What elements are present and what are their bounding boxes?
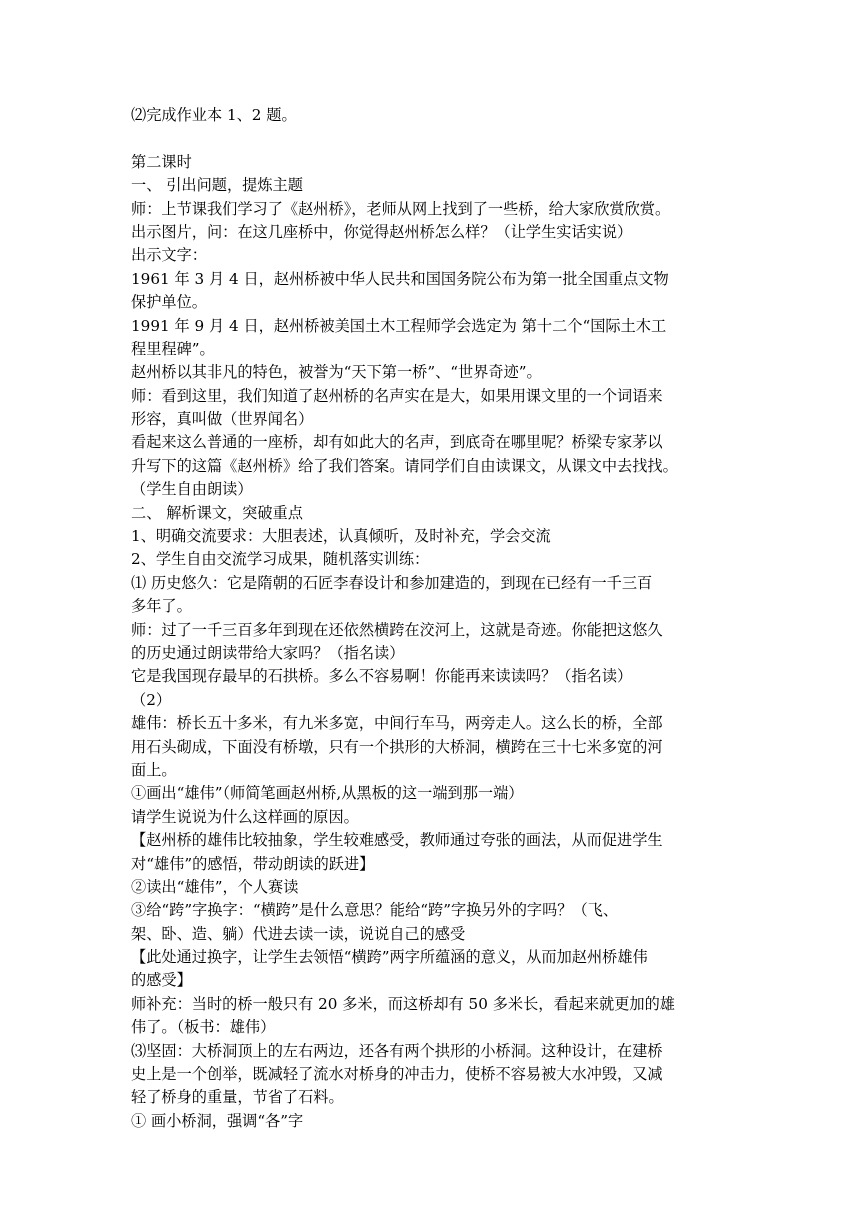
text-line: 史上是一个创举，既减轻了流水对桥身的冲击力，使桥不容易被大水冲毁，又减 — [131, 1065, 663, 1084]
text-line: （学生自由朗读） — [131, 480, 253, 499]
text-line: 1、明确交流要求：大胆表述，认真倾听，及时补充，学会交流 — [131, 527, 551, 546]
text-line: 用石头砌成，下面没有桥墩，只有一个拱形的大桥洞，横跨在三十七米多宽的河 — [131, 737, 663, 756]
text-line: 出示文字： — [131, 246, 207, 265]
text-line: 面上。 — [131, 760, 177, 779]
text-line: （2） — [131, 690, 172, 709]
text-line: 雄伟：桥长五十多米，有九米多宽，中间行车马，两旁走人。这么长的桥，全部 — [131, 714, 663, 733]
text-line: 师：过了一千三百多年到现在还依然横跨在洨河上，这就是奇迹。你能把这悠久 — [131, 620, 663, 639]
text-line: 师补充：当时的桥一般只有 20 多米，而这桥却有 50 多米长，看起来就更加的雄 — [131, 994, 675, 1013]
text-line: ③给“跨”字换字：“横跨”是什么意思？能给“跨”字换另外的字吗？（飞、 — [131, 901, 619, 920]
text-line: ⑵完成作业本 1、2 题。 — [131, 106, 297, 124]
text-line: 轻了桥身的重量，节省了石料。 — [131, 1088, 344, 1107]
text-line: 1961 年 3 月 4 日，赵州桥被中华人民共和国国务院公布为第一批全国重点文物 — [131, 269, 669, 288]
text-line: 架、卧、造、躺）代进去读一读，说说自己的感受 — [131, 924, 466, 943]
text-line: 它是我国现存最早的石拱桥。多么不容易啊！你能再来读读吗？（指名读） — [131, 667, 633, 686]
text-line: ①画出“雄伟”（师简笔画赵州桥,从黑板的这一端到那一端） — [131, 784, 524, 803]
text-line: 1991 年 9 月 4 日，赵州桥被美国土木工程师学会选定为 第十二个“国际土木工 — [131, 316, 667, 335]
text-line: ⑴ 历史悠久：它是隋朝的石匠李春设计和参加建造的，到现在已经有一千三百 — [131, 573, 653, 592]
text-line: 升写下的这篇《赵州桥》给了我们答案。请同学们自由读课文，从课文中去找找。 — [131, 456, 678, 475]
heading-line: 二、 解析课文，突破重点 — [131, 503, 303, 522]
section-title: 第二课时 — [131, 152, 192, 171]
text-line: 2、学生自由交流学习成果，随机落实训练： — [131, 550, 430, 569]
blank-line — [131, 127, 767, 150]
text-line: 师：上节课我们学习了《赵州桥》，老师从网上找到了一些桥，给大家欣赏欣赏。 — [131, 199, 671, 218]
text-line: 出示图片，问：在这几座桥中，你觉得赵州桥怎么样？（让学生实话实说） — [131, 222, 633, 241]
text-line: 师：看到这里，我们知道了赵州桥的名声实在是大，如果用课文里的一个词语来 — [131, 386, 663, 405]
text-line: 的历史通过朗读带给大家吗？（指名读） — [131, 643, 405, 662]
text-line: 保护单位。 — [131, 293, 207, 312]
heading-line: 一、 引出问题，提炼主题 — [131, 176, 303, 195]
text-line: 多年了。 — [131, 597, 192, 616]
text-line: 的感受】 — [131, 971, 192, 990]
text-line: 形容，真叫做（世界闻名） — [131, 410, 314, 429]
text-line: ① 画小桥洞，强调“各”字 — [131, 1111, 304, 1130]
text-line: 看起来这么普通的一座桥，却有如此大的名声，到底奇在哪里呢？桥梁专家茅以 — [131, 433, 663, 452]
text-line: 赵州桥以其非凡的特色，被誉为“天下第一桥”、“世界奇迹”。 — [131, 363, 542, 382]
text-line: ⑶坚固：大桥洞顶上的左右两边，还各有两个拱形的小桥洞。这种设计，在建桥 — [131, 1041, 663, 1060]
text-line: 【赵州桥的雄伟比较抽象，学生较难感受，教师通过夸张的画法，从而促进学生 — [131, 831, 663, 850]
text-line: 程里程碑”。 — [131, 339, 215, 358]
text-line: 对“雄伟”的感悟，带动朗读的跃进】 — [131, 854, 375, 873]
text-line: 请学生说说为什么这样画的原因。 — [131, 807, 359, 826]
document-page — [131, 104, 767, 1133]
text-line: 【此处通过换字，让学生去领悟“横跨”两字所蕴涵的意义，从而加赵州桥雄伟 — [131, 948, 648, 967]
text-line: ②读出“雄伟”，个人赛读 — [131, 877, 299, 896]
text-line: 伟了。（板书：雄伟） — [131, 1018, 276, 1037]
